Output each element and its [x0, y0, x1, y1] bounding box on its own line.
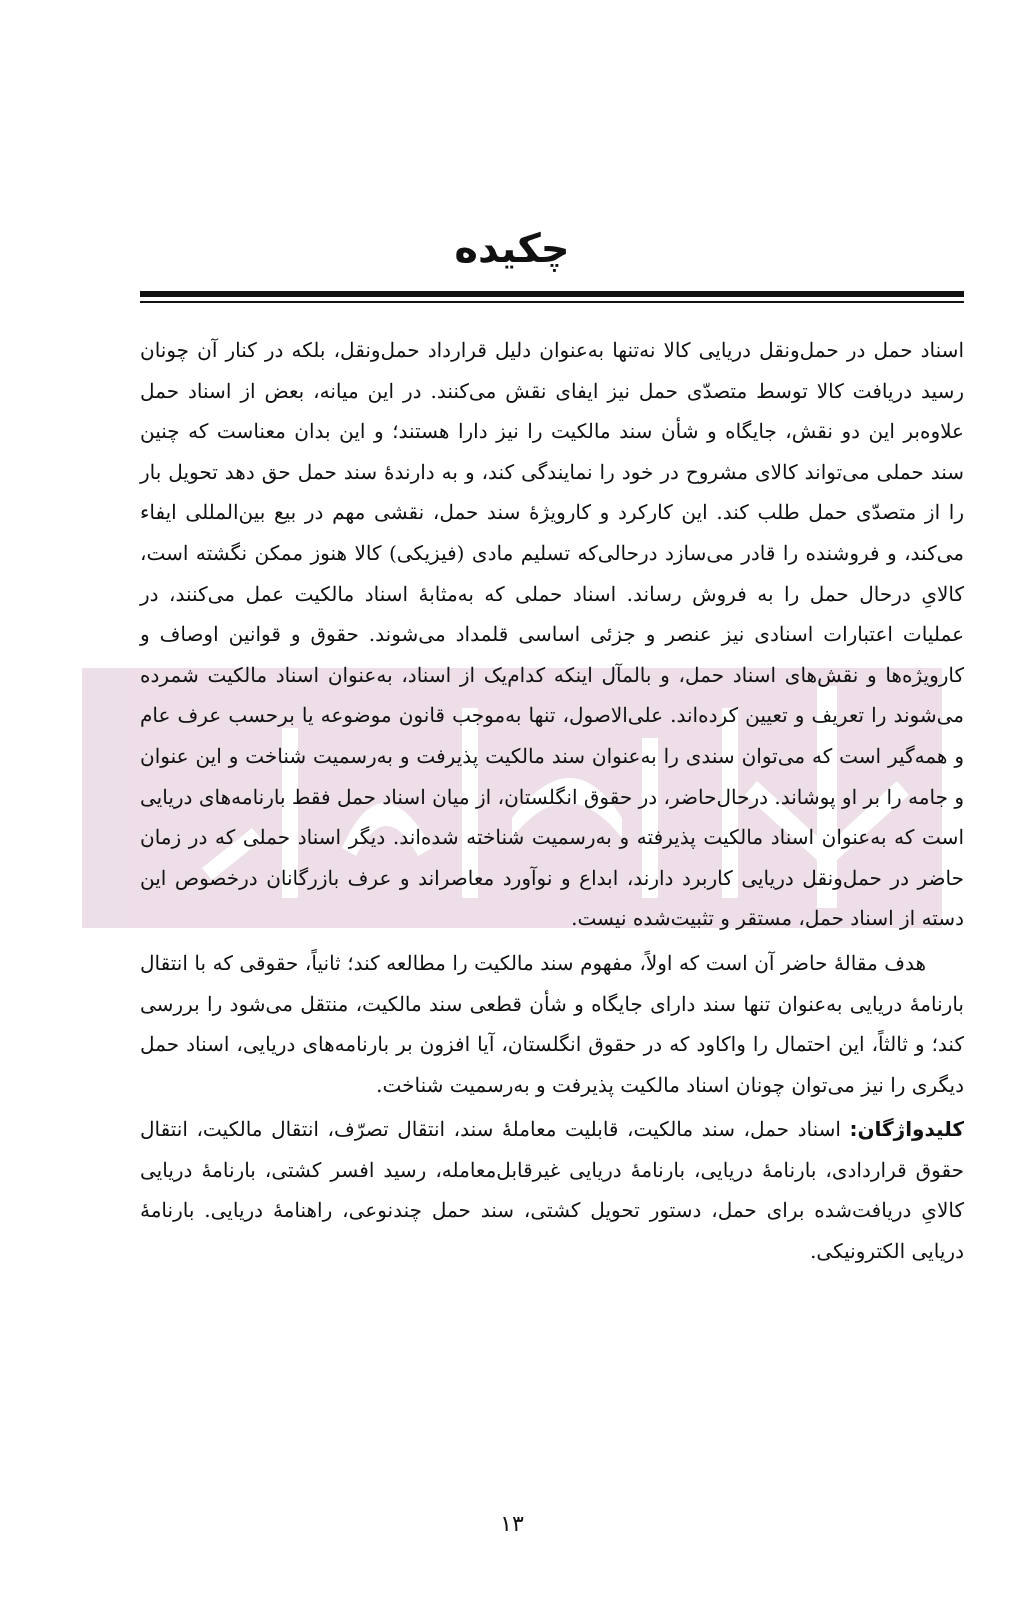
abstract-body: [140, 330, 964, 1272]
abstract-paragraph-2: هدف مقالهٔ حاضر آن است که اولاً، مفهوم سند مالکیت را مطالعه کند؛ ثانیاً، حقوقی که با انتقال بارنامهٔ دریایی به‌عنوان تنها سند دارای جایگاه و شأن قطعی سند مالکیت، منتقل می‌شود را بررسی کند؛ و ثالثاً، این احتمال را واکاود که در حقوق انگلستان، آیا افزون بر بارنامه‌های دریایی، اسناد حمل دیگری را نیز می‌توان چونان اسناد مالکیت پذیرفت و به‌رسمیت شناخت.: [140, 950, 964, 1097]
keywords-text: اسناد حمل، سند مالکیت، قابلیت معاملهٔ سند، انتقال تصرّف، انتقال مالکیت، انتقال حقوق قراردادی، بارنامهٔ دریایی، بارنامهٔ دریایی غیرقابل‌معامله، رسید افسر کشتی، بارنامهٔ دریایی کالایِ دریافت‌شده برای حمل، دستور تحویل کشتی، سند حمل چندنوعی، راهنامهٔ دریایی. بارنامهٔ دریایی الکترونیکی.: [140, 1117, 964, 1264]
keywords-paragraph: [140, 1109, 964, 1271]
keywords-label: کلیدواژگان:: [849, 1117, 964, 1142]
title-rule-thin: [140, 301, 964, 303]
title-rule-thick: [140, 291, 964, 297]
page-number: ۱۳: [500, 1512, 524, 1537]
page-title: چکیده: [454, 226, 570, 272]
abstract-paragraph-1: اسناد حمل در حمل‌ونقل دریایی کالا نه‌تنها به‌عنوان دلیل قرارداد حمل‌ونقل، بلکه در کنار آن چونان رسید دریافت کالا توسط متصدّی حمل نیز ایفای نقش می‌کنند. در این میانه، بعض از اسناد حمل علاوه‌بر این دو نقش، جایگاه و شأن سند مالکیت را نیز دارا هستند؛ و این بدان معناست که چنین سند حملی می‌تواند کالای مشروح در خود را نمایندگی کند، و به دارندهٔ سند حمل حق دهد تحویل بار را از متصدّی حمل طلب کند. این کارکرد و کارویژهٔ سند حمل، نقشی مهم در بیع بین‌المللی ایفاء می‌کند، و فروشنده را قادر می‌سازد درحالی‌که تسلیم مادی (فیزیکی) کالا هنوز ممکن نگشته است، کالایِ درحال حمل را به فروش رساند. اسناد حملی که به‌مثابهٔ اسناد مالکیت عمل می‌کنند، در عملیات اعتبارات اسنادی نیز عنصر و جزئی اساسی قلمداد می‌شوند. حقوق و قوانین اوصاف و کارویژه‌ها و نقش‌های اسناد حمل، و بالمآل اینکه کدام‌یک از اسناد، به‌عنوان اسناد مالکیت شمرده می‌شوند را تعریف و تعیین کرده‌اند. علی‌الاصول، تنها به‌موجب قانون موضوعه یا برحسب عرف عام و همه‌گیر است که می‌توان سندی را به‌عنوان سند مالکیت پذیرفت و به‌رسمیت شناخت و این عنوان و جامه را بر او پوشاند. درحال‌حاضر، در حقوق انگلستان، از میان اسناد حمل فقط بارنامه‌های دریایی است که به‌عنوان اسناد مالکیت پذیرفته و به‌رسمیت شناخته شده‌اند. دیگر اسناد حملی که در زمان حاضر در حمل‌ونقل دریایی کاربرد دارند، ابداع و نوآورد معاصراند و عرف بازرگانان درخصوص این دسته از اسناد حمل، مستقر و تثبیت‌شده نیست.: [140, 338, 964, 931]
